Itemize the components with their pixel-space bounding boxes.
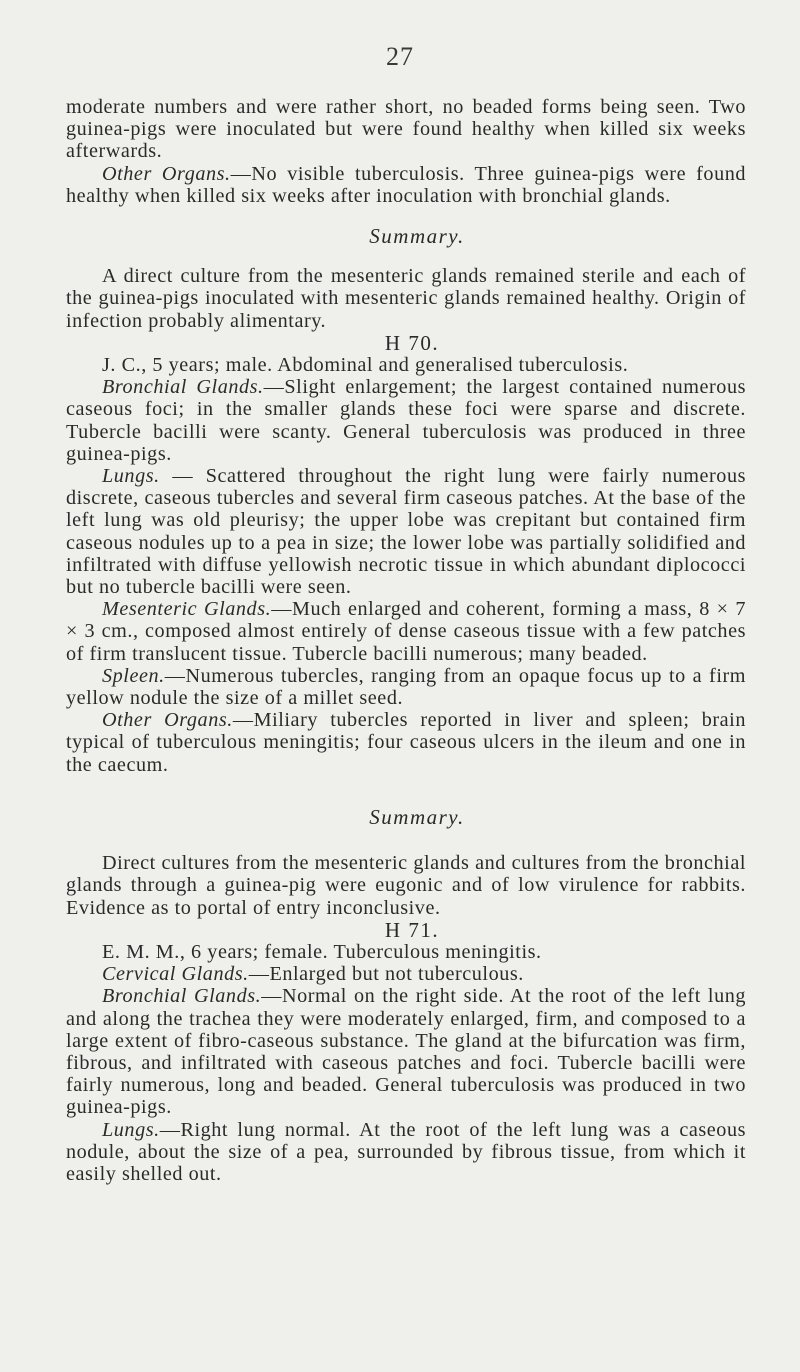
lungs-paragraph bbox=[66, 465, 746, 598]
spleen-paragraph bbox=[66, 665, 746, 709]
bronchial-h71-text: —Normal on the right side. At the root of the left lung and along the trachea they were moderately enlarged, firm, and composed to a large extent of fibro-caseous substance. The gland at the bifurcation was firm, fibrous, and infiltrated with caseous patches and foci. Tubercle bacilli were fairly numerous, long and beaded. General tuberculosis was produced in two guinea-pigs. bbox=[66, 985, 747, 1119]
bronchial-glands-paragraph bbox=[66, 376, 746, 465]
cervical-glands-paragraph bbox=[66, 963, 746, 985]
lungs-h71-label: Lungs. bbox=[102, 1118, 160, 1141]
case-heading-h71: H 71. bbox=[384, 917, 440, 942]
bronchial-text: —Slight enlargement; the largest contained numerous caseous foci; in the smaller glands these foci were sparse and discrete. Tubercle bacilli were scanty. General tuberculosis was produced in three guinea-pigs. bbox=[66, 376, 747, 465]
bronchial-label: Bronchial Glands. bbox=[102, 376, 264, 399]
mesenteric-label: Mesenteric Glands. bbox=[102, 598, 272, 621]
other-organs-label: Other Organs. bbox=[102, 162, 231, 185]
spleen-text: —Numerous tubercles, ranging from an opaque focus up to a firm yellow nodule the size of a millet seed. bbox=[66, 664, 746, 710]
other-organs-h70-text: —Miliary tubercles reported in liver and spleen; brain typical of tuberculous meningitis; four caseous ulcers in the ileum and one in the caecum. bbox=[66, 709, 746, 776]
summary-heading-2: Summary. bbox=[369, 804, 465, 829]
case-intro-h71: E. M. M., 6 years; female. Tuberculous meningitis. bbox=[102, 940, 542, 963]
bronchial-glands-h71-paragraph bbox=[66, 985, 746, 1118]
lungs-text: — Scattered throughout the right lung were fairly numerous discrete, caseous tubercles and several firm caseous patches. At the base of the left lung was old pleurisy; the upper lobe was crepitant but contained firm caseous nodules up to a pea in size; the lower lobe was partially solidified and infiltrated with diffuse yellowish necrotic tissue in which abundant diplococci but no tubercle bacilli were seen. bbox=[66, 465, 746, 599]
summary-paragraph: A direct culture from the mesenteric glands remained sterile and each of the guinea-pigs inoculated with mesenteric glands remained healthy. Origin of infection probably alimentary. bbox=[66, 265, 746, 332]
case-intro-h70: J. C., 5 years; male. Abdominal and generalised tuberculosis. bbox=[102, 354, 629, 377]
other-organs-text: —No visible tuberculosis. Three guinea-pigs were found healthy when killed six weeks after inoculation with bronchial glands. bbox=[66, 162, 747, 207]
other-organs-h70-paragraph bbox=[66, 709, 746, 776]
case-heading-h70: H 70. bbox=[384, 330, 440, 355]
mesenteric-text: —Much enlarged and coherent, forming a mass, 8 × 7 × 3 cm., composed almost entirely of dense caseous tissue with a few patches of firm translucent tissue. Tubercle bacilli numerous; many beaded. bbox=[66, 598, 747, 665]
intro-paragraph: moderate numbers and were rather short, no beaded forms being seen. Two guinea-pigs were inoculated but were found healthy when killed six weeks afterwards. bbox=[66, 96, 746, 163]
bronchial-h71-label: Bronchial Glands. bbox=[102, 985, 262, 1008]
lungs-label: Lungs. bbox=[102, 465, 160, 488]
page-number: 27 bbox=[386, 42, 414, 71]
summary-paragraph-2: Direct cultures from the mesenteric glands and cultures from the bronchial glands through a guinea-pig were eugonic and of low virulence for rabbits. Evidence as to portal of entry inconclusive. bbox=[66, 852, 746, 919]
lungs-h71-text: —Right lung normal. At the root of the left lung was a caseous nodule, about the size of a pea, surrounded by fibrous tissue, from which it easily shelled out. bbox=[66, 1118, 746, 1185]
lungs-h71-paragraph bbox=[66, 1119, 746, 1186]
mesenteric-glands-paragraph bbox=[66, 598, 746, 665]
cervical-label: Cervical Glands. bbox=[102, 963, 249, 986]
other-organs-h70-label: Other Organs. bbox=[102, 709, 233, 732]
spleen-label: Spleen. bbox=[102, 664, 165, 687]
summary-heading: Summary. bbox=[369, 224, 465, 249]
other-organs-paragraph bbox=[66, 163, 746, 207]
cervical-text: —Enlarged but not tuberculous. bbox=[248, 963, 524, 986]
document-body bbox=[66, 96, 746, 1185]
